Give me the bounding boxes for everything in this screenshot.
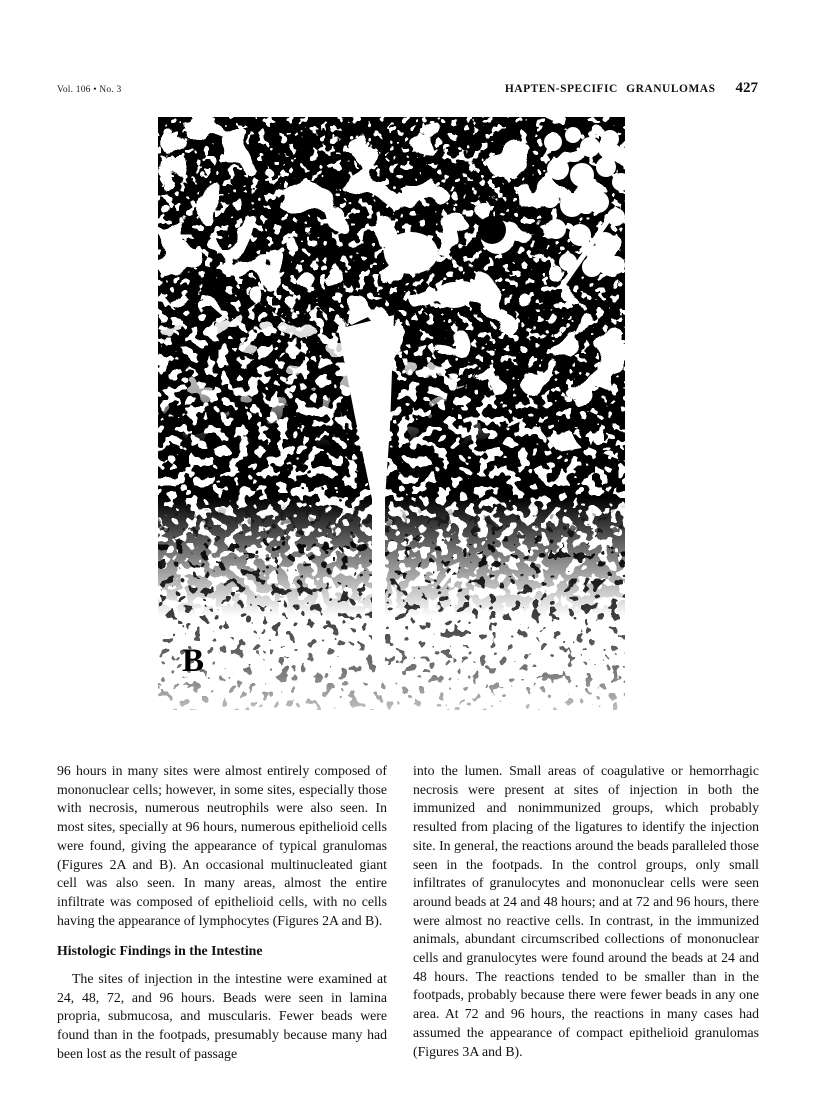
micrograph-image — [158, 117, 625, 710]
left-paragraph-2: The sites of injection in the intestine were examined at 24, 48, 72, and 96 hours. Beads were seen in lamina propria, submucosa, and muscularis. Fewer beads were found than in the footpads, presumably because many had been lost as the result of passage — [57, 971, 387, 1061]
section-heading: Histologic Findings in the Intestine — [57, 943, 263, 959]
running-title-group — [505, 80, 758, 97]
right-paragraph: into the lumen. Small areas of coagulative or hemorrhagic necrosis were present at sites of injection in both the immunized and nonimmunized groups, which probably resulted from placing of the ligatures to identify the injection site. In general, the reactions around the beads paralleled those seen in the footpads. In the control groups, only small infiltrates of granulocytes and mononuclear cells were seen around beads at 24 and 48 hours; and at 72 and 96 hours, there were almost no reactive cells. In contrast, in the immunized animals, abundant circumscribed collections of mononuclear cells and granulocytes were found around the beads at 24 and 48 hours. The reactions tended to be smaller than in the footpads, probably because there were fewer beads in any one area. At 72 and 96 hours, the reactions in many cases had assumed the appearance of compact epithelioid granulomas (Figures 3A and B). — [413, 763, 759, 1059]
left-column — [57, 762, 387, 1064]
left-paragraph-continuation: 96 hours in many sites were almost entirely composed of mononuclear cells; however, in some sites, especially those with necrosis, numerous neutrophils were also seen. In most sites, specially at 96 hours, numerous epithelioid cells were found, giving the appearance of typical granulomas (Figures 2A and B). An occasional multinucleated giant cell was also seen. In many areas, almost the entire infiltrate was composed of epithelioid cells, with no cells having the appearance of lymphocytes (Figures 2A and B). — [57, 763, 387, 928]
right-column — [413, 762, 759, 1064]
micrograph-figure — [158, 117, 625, 710]
volume-issue-info: Vol. 106 • No. 3 — [57, 85, 122, 95]
page-number: 427 — [735, 80, 758, 96]
figure-label: B — [182, 643, 205, 679]
body-text — [57, 762, 759, 1064]
running-title: HAPTEN-SPECIFIC GRANULOMAS — [504, 83, 716, 95]
running-head — [57, 80, 758, 97]
